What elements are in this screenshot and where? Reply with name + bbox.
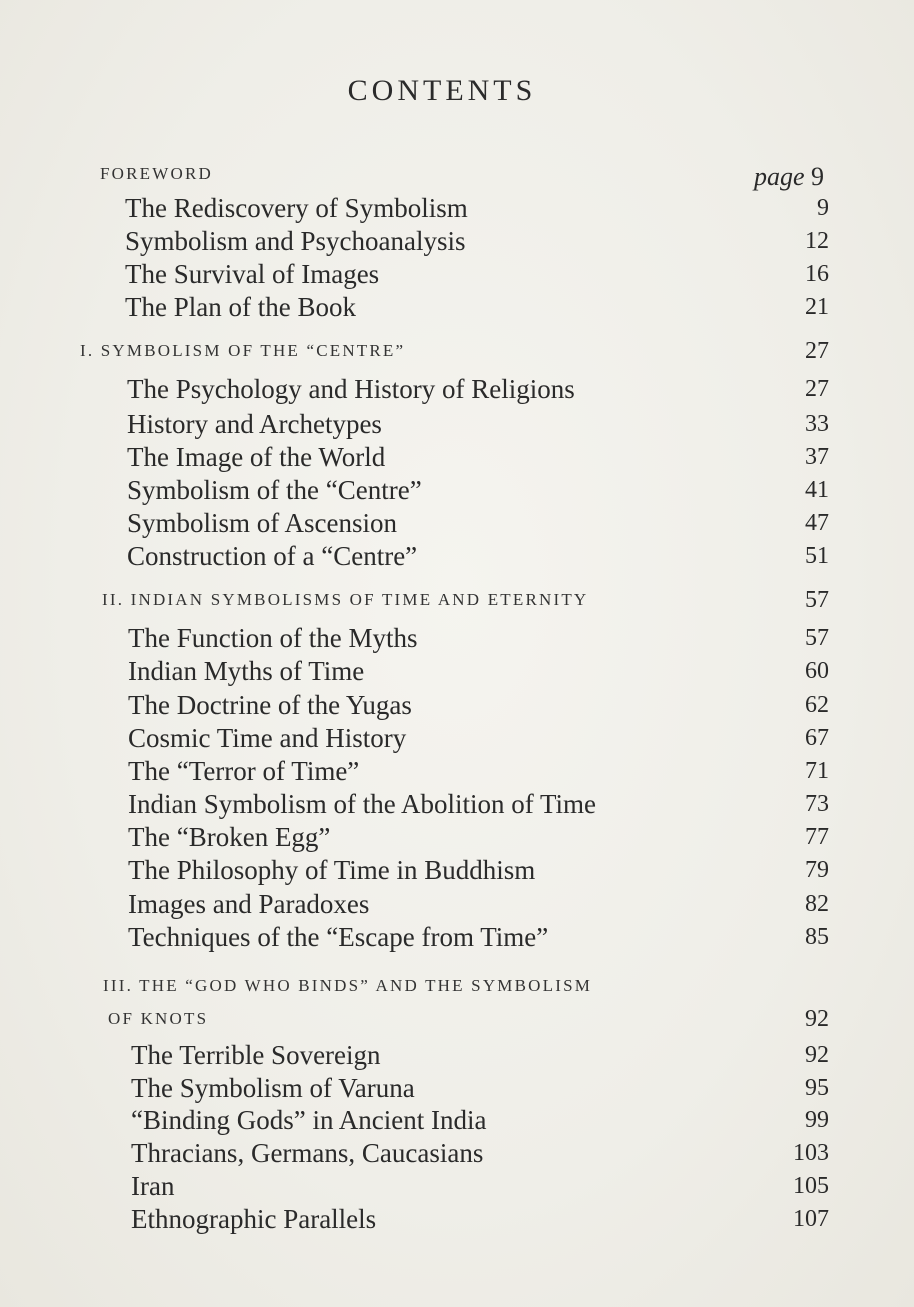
toc-label: History and Archetypes	[127, 409, 382, 439]
toc-label: FOREWORD	[100, 164, 213, 183]
toc-label: Construction of a “Centre”	[127, 541, 418, 571]
page-title: CONTENTS	[347, 74, 537, 107]
toc-label: OF KNOTS	[108, 1009, 209, 1028]
toc-label: The Plan of the Book	[125, 292, 356, 322]
toc-page-number: 99	[805, 1107, 829, 1133]
toc-label: Cosmic Time and History	[128, 723, 407, 753]
toc-page-number: 47	[805, 510, 829, 536]
toc-label: Indian Symbolism of the Abolition of Time	[128, 789, 597, 819]
toc-label: The Philosophy of Time in Buddhism	[128, 855, 536, 885]
toc-label: The Survival of Images	[125, 259, 380, 289]
toc-page-number: 92	[805, 1042, 829, 1068]
toc-label: Symbolism of Ascension	[127, 508, 398, 538]
toc-label: The Terrible Sovereign	[131, 1040, 381, 1070]
toc-page-number: 62	[805, 692, 829, 718]
toc-page-number: 16	[805, 261, 829, 287]
toc-page-number	[754, 162, 824, 192]
toc-page-number: 71	[805, 758, 829, 784]
toc-label: Images and Paradoxes	[128, 889, 370, 919]
toc-page-number: 85	[805, 924, 829, 950]
toc-page-number: 82	[805, 891, 829, 917]
toc-page-number: 95	[805, 1075, 829, 1101]
toc-label: The Function of the Myths	[128, 623, 418, 653]
toc-page-number: 57	[805, 587, 829, 613]
toc-label: The Rediscovery of Symbolism	[125, 193, 468, 223]
toc-page-number: 92	[805, 1006, 829, 1032]
toc-label: The “Terror of Time”	[128, 756, 360, 786]
toc-page-number: 107	[793, 1206, 829, 1232]
toc-page-number: 21	[805, 294, 829, 320]
toc-label: “Binding Gods” in Ancient India	[131, 1105, 487, 1135]
toc-label: The Psychology and History of Religions	[127, 374, 575, 404]
toc-page-number: 103	[793, 1140, 829, 1166]
toc-label: Techniques of the “Escape from Time”	[128, 922, 549, 952]
toc-page-number: 41	[805, 477, 829, 503]
toc-page-number: 105	[793, 1173, 829, 1199]
toc-label: Symbolism of the “Centre”	[127, 475, 422, 505]
toc-page-number: 60	[805, 658, 829, 684]
toc-label: The Doctrine of the Yugas	[128, 690, 412, 720]
toc-label: Ethnographic Parallels	[131, 1204, 377, 1234]
toc-label: Symbolism and Psychoanalysis	[125, 226, 466, 256]
page-prefix: page	[753, 162, 805, 191]
toc-page-number: 73	[805, 791, 829, 817]
toc-label: III. THE “GOD WHO BINDS” AND THE SYMBOLISM	[103, 976, 593, 995]
toc-page-number: 77	[805, 824, 829, 850]
toc-page-number: 9	[817, 195, 829, 221]
toc-page-number: 37	[805, 444, 829, 470]
toc-label: The “Broken Egg”	[128, 822, 331, 852]
toc-label: The Image of the World	[127, 442, 386, 472]
toc-label: Thracians, Germans, Caucasians	[131, 1138, 484, 1168]
toc-page-number: 12	[805, 228, 829, 254]
toc-page-number: 79	[805, 857, 829, 883]
toc-label: Iran	[131, 1171, 175, 1201]
toc-label: Indian Myths of Time	[128, 656, 365, 686]
toc-label: I. SYMBOLISM OF THE “CENTRE”	[80, 341, 406, 360]
toc-label: The Symbolism of Varuna	[131, 1073, 415, 1103]
toc-page-number: 67	[805, 725, 829, 751]
page-number-value: 9	[804, 162, 824, 191]
toc-page-number: 51	[805, 543, 829, 569]
toc-page-number: 33	[805, 411, 829, 437]
toc-page-number: 27	[805, 376, 829, 402]
toc-page-number: 57	[805, 625, 829, 651]
toc-label: II. INDIAN SYMBOLISMS OF TIME AND ETERNITY	[102, 590, 589, 609]
toc-page-number: 27	[805, 338, 829, 364]
